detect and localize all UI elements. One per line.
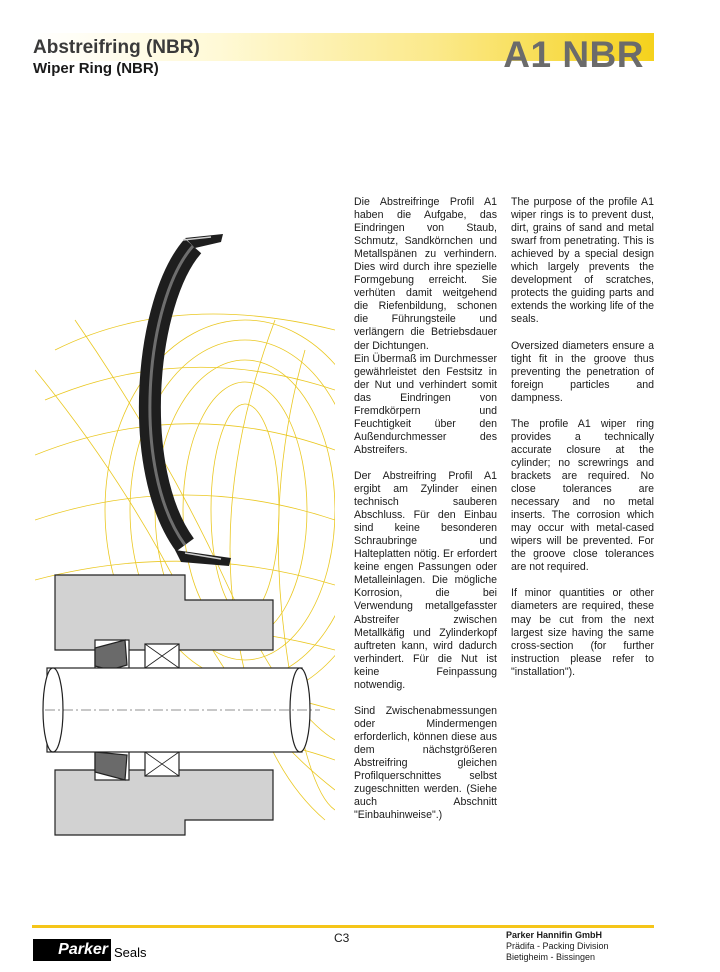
paragraph-de-3: Sind Zwischenabmessungen oder Mindermengen erforderlich, können diese aus dem nächstgrößeren Abstreifring gleichen Profilquerschnittes selbst zugeschnitten werden. (Siehe auch Abschnitt "Einbauhinweise".)	[354, 704, 497, 822]
profile-code: A1 NBR	[503, 34, 644, 75]
parker-logo-suffix: Seals	[114, 945, 147, 960]
page-title: Abstreifring (NBR)	[33, 37, 200, 58]
company-name: Parker Hannifin GmbH	[506, 930, 603, 940]
paragraph-de-1: Die Abstreifringe Profil A1 haben die Aufgabe, das Eindringen von Staub, Schmutz, Sandkörnchen und Metallspänen zu verhindern. Dies wird durch ihre spezielle Formgebung erreicht. Sie verhüten damit weitgehend die Riefenbildung, schonen die Führungsteile und verlängern die Betriebsdauer der Dichtungen. Ein Übermaß im Durchmesser gewährleistet den Festsitz in der Nut und verhindert somit das Eindringen von Fremdkörpern und Feuchtigkeit über den Außendurchmesser des Abstreifers.	[354, 196, 497, 456]
page-number: C3	[334, 931, 350, 945]
company-info	[506, 930, 609, 963]
paragraph-en-3: The profile A1 wiper ring provides a technically accurate closure at the cylinder; no screwrings and brackets are required. No close tolerances are necessary and no metal inserts. The corrosion which may occur with metal-cased wipers will be prevented. For the groove close tolerances are not required.	[511, 417, 654, 574]
paragraph-en-1: The purpose of the profile A1 wiper rings is to prevent dust, dirt, grains of sand and metal swarf from penetrating. This is achieved by a special design which largely prevents the development of scratches, protects the guiding parts and extends the working life of the seals.	[511, 196, 654, 326]
paragraph-en-4: If minor quantities or other diameters are required, these may be cut from the next largest size having the same cross-section (for further instruction please refer to "installation").	[511, 587, 654, 678]
text-column-german	[354, 196, 497, 835]
parker-logo-mark: Parker	[33, 939, 111, 961]
installation-drawing	[43, 575, 320, 835]
text-column-english	[511, 196, 654, 692]
footer-divider	[32, 925, 654, 928]
paragraph-de-2: Der Abstreifring Profil A1 ergibt am Zylinder einen technisch sauberen Abschluss. Für den Einbau sind keine besonderen Schraubringe und Halteplatten nötig. Er erfordert keine engen Passungen oder Metalleinlagen. Die mögliche Korrosion, die bei Verwendung metallgefasster Abstreifer zwischen Metallkäfig und Zylinderkopf auftreten kann, wird dadurch verhindert. Für die Nut ist keine Feinpassung notwendig.	[354, 469, 497, 691]
wiper-ring	[150, 234, 231, 566]
paragraph-en-2: Oversized diameters ensure a tight fit in the groove thus preventing the penetration of foreign particles and dampness.	[511, 339, 654, 404]
company-division: Prädifa - Packing Division	[506, 941, 609, 951]
company-location: Bietigheim - Bissingen	[506, 952, 596, 962]
product-illustration	[35, 220, 335, 850]
page-subtitle: Wiper Ring (NBR)	[33, 60, 159, 77]
